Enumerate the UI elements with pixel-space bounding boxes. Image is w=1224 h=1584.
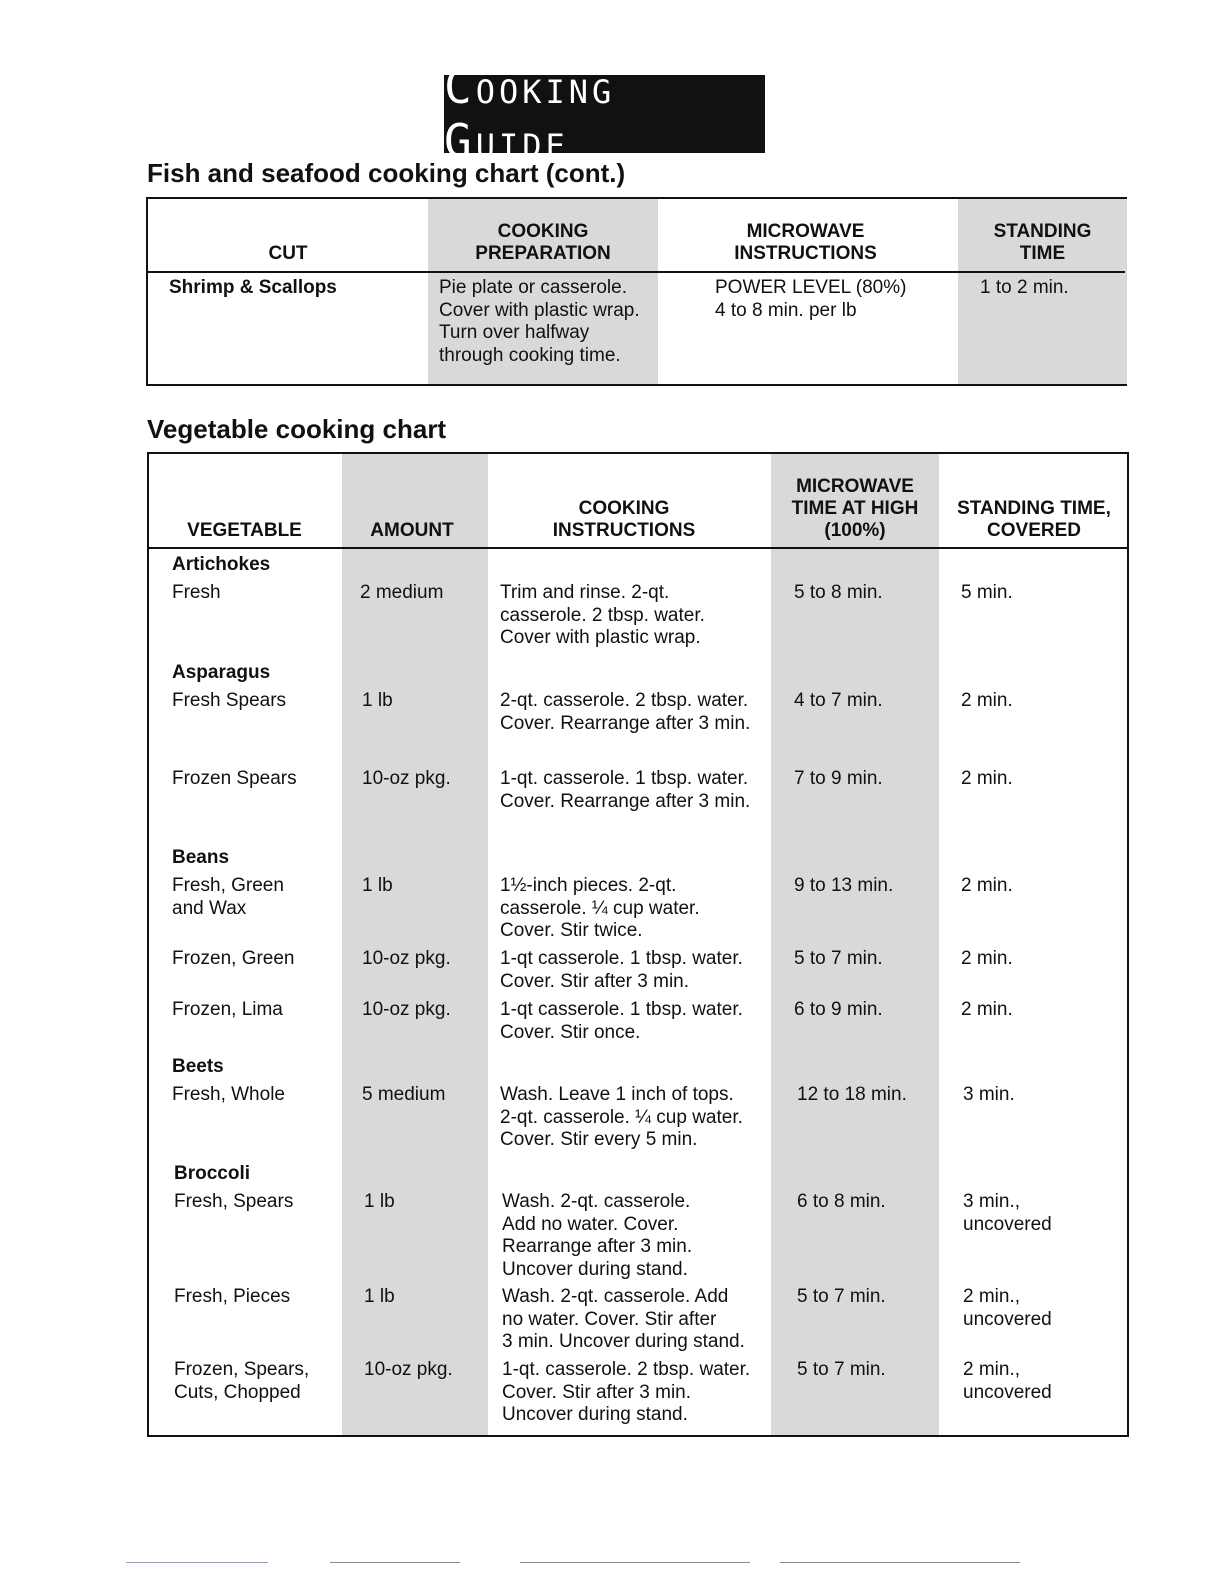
veg-name-cell: Fresh [172, 582, 221, 603]
veg-instructions-cell: Wash. 2-qt. casserole. Add no water. Cover. Stir after 3 min. Uncover during stand. [502, 1286, 745, 1352]
veg-standing-cell: 2 min. [961, 875, 1013, 896]
page-banner: Cooking Guide [444, 75, 765, 153]
veg-amount-cell: 10-oz pkg. [362, 999, 451, 1020]
veg-time-cell: 5 to 8 min. [794, 582, 883, 603]
veg-instructions-cell: Wash. Leave 1 inch of tops. 2-qt. casserole. ¼ cup water. Cover. Stir every 5 min. [500, 1084, 743, 1150]
veg-group-beans: Beans [172, 847, 230, 868]
veg-time-cell: 5 to 7 min. [797, 1359, 886, 1380]
veg-name-cell: Frozen, Green [172, 948, 295, 969]
veg-name-cell: Fresh Spears [172, 690, 287, 711]
veg-chart-table [147, 452, 1129, 1437]
fish-cut-cell: Shrimp & Scallops [169, 277, 337, 298]
veg-standing-cell: 2 min. [961, 768, 1013, 789]
veg-header-amount: AMOUNT [370, 520, 454, 541]
veg-time-cell: 5 to 7 min. [797, 1286, 886, 1307]
veg-time-cell: 7 to 9 min. [794, 768, 883, 789]
veg-name-cell: Fresh, Spears [174, 1191, 294, 1212]
veg-group-beets: Beets [172, 1056, 224, 1077]
veg-standing-cell: 2 min., uncovered [963, 1286, 1052, 1330]
veg-amount-cell: 1 lb [364, 1191, 395, 1212]
fish-chart-table [146, 197, 1127, 386]
veg-header-instructions: COOKING INSTRUCTIONS [552, 498, 696, 541]
footer-rule-mid [330, 1562, 460, 1563]
fish-instructions-cell: POWER LEVEL (80%) 4 to 8 min. per lb [715, 277, 907, 321]
veg-amount-cell: 10-oz pkg. [362, 948, 451, 969]
veg-instructions-cell: Trim and rinse. 2-qt. casserole. 2 tbsp. water. Cover with plastic wrap. [500, 582, 705, 648]
veg-time-cell: 6 to 9 min. [794, 999, 883, 1020]
veg-header-vegetable: VEGETABLE [187, 520, 302, 541]
veg-time-cell: 4 to 7 min. [794, 690, 883, 711]
veg-time-cell: 9 to 13 min. [794, 875, 894, 896]
veg-standing-cell: 2 min. [961, 690, 1013, 711]
fish-standing-cell: 1 to 2 min. [980, 277, 1069, 298]
veg-name-cell: Fresh, Whole [172, 1084, 285, 1105]
fish-prep-cell: Pie plate or casserole. Cover with plastic wrap. Turn over halfway through cooking time. [439, 277, 640, 366]
veg-instructions-cell: 1-qt. casserole. 1 tbsp. water. Cover. Rearrange after 3 min. [500, 768, 751, 812]
veg-chart-title: Vegetable cooking chart [147, 414, 447, 444]
veg-amount-cell: 1 lb [364, 1286, 395, 1307]
footer-rule-left [126, 1562, 268, 1563]
fish-chart-title: Fish and seafood cooking chart (cont.) [147, 158, 626, 188]
veg-instructions-cell: 2-qt. casserole. 2 tbsp. water. Cover. Rearrange after 3 min. [500, 690, 751, 734]
veg-name-cell: Fresh, Green and Wax [172, 875, 284, 919]
veg-time-cell: 5 to 7 min. [794, 948, 883, 969]
veg-amount-cell: 10-oz pkg. [364, 1359, 453, 1380]
veg-standing-cell: 2 min., uncovered [963, 1359, 1052, 1403]
fish-header-cut: CUT [268, 243, 308, 264]
veg-instructions-cell: 1-qt casserole. 1 tbsp. water. Cover. Stir once. [500, 999, 743, 1043]
veg-standing-cell: 5 min. [961, 582, 1013, 603]
fish-header-instructions: MICROWAVE INSTRUCTIONS [734, 221, 877, 264]
veg-instructions-cell: 1-qt casserole. 1 tbsp. water. Cover. Stir after 3 min. [500, 948, 743, 992]
veg-amount-cell: 2 medium [360, 582, 444, 603]
veg-amount-cell: 1 lb [362, 875, 393, 896]
veg-group-asparagus: Asparagus [172, 662, 271, 683]
veg-group-broccoli: Broccoli [174, 1163, 251, 1184]
veg-amount-cell: 5 medium [362, 1084, 446, 1105]
footer-rule-center [520, 1562, 750, 1563]
veg-name-cell: Frozen, Spears, Cuts, Chopped [174, 1359, 310, 1403]
fish-header-prep: COOKING PREPARATION [475, 221, 611, 264]
veg-group-artichokes: Artichokes [172, 554, 271, 575]
veg-amount-cell: 10-oz pkg. [362, 768, 451, 789]
veg-name-cell: Fresh, Pieces [174, 1286, 291, 1307]
veg-name-cell: Frozen, Lima [172, 999, 283, 1020]
footer-rule-right [780, 1562, 1020, 1563]
veg-standing-cell: 3 min., uncovered [963, 1191, 1052, 1235]
veg-instructions-cell: 1½-inch pieces. 2-qt. casserole. ¼ cup water. Cover. Stir twice. [500, 875, 700, 941]
veg-name-cell: Frozen Spears [172, 768, 297, 789]
veg-instructions-cell: Wash. 2-qt. casserole. Add no water. Cover. Rearrange after 3 min. Uncover during stand. [502, 1191, 693, 1280]
veg-time-cell: 6 to 8 min. [797, 1191, 886, 1212]
veg-standing-cell: 2 min. [961, 948, 1013, 969]
veg-instructions-cell: 1-qt. casserole. 2 tbsp. water. Cover. Stir after 3 min. Uncover during stand. [502, 1359, 751, 1425]
veg-standing-cell: 2 min. [961, 999, 1013, 1020]
veg-header-time: MICROWAVE TIME AT HIGH (100%) [791, 476, 919, 541]
veg-header-standing: STANDING TIME, COVERED [957, 498, 1111, 541]
fish-header-standing: STANDING TIME [993, 221, 1092, 264]
veg-amount-cell: 1 lb [362, 690, 393, 711]
veg-time-cell: 12 to 18 min. [797, 1084, 907, 1105]
veg-standing-cell: 3 min. [963, 1084, 1015, 1105]
